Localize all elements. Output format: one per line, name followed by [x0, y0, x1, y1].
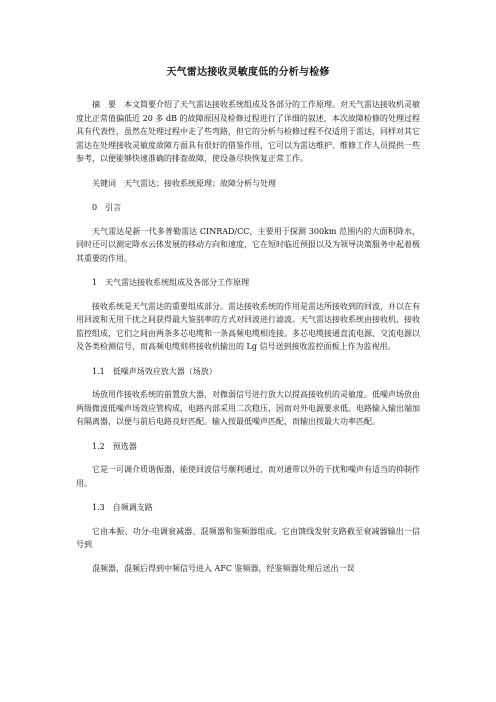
section-1-3-paragraph: 它由本振、功分-电调衰减器、混频器和鉴频器组成。它由馈线发射支路截至衰减器输出一信号到 [76, 526, 420, 549]
section-1-2-paragraph: 它是一可调介质谐振器，能使回波信号顺利通过，而对通带以外的干扰和噪声有适当的抑制作用。 [76, 465, 420, 488]
section-1-heading: 1 天气雷达接收系统组成及各部分工作原理 [92, 278, 250, 287]
section-1-3-continuation: 混频器，混频后得到中频信号进入 AFC 鉴频器，经鉴频器处理后送出一误 [92, 563, 355, 573]
section-0-heading: 0 引言 [92, 203, 122, 212]
abstract-paragraph: 摘 要 本文简要介绍了天气雷达接收系统组成及各部分的工作原理。对天气雷达接收机灵敏度比正常值偏低近 20 多 dB 的故障原因及检修过程进行了详细的叙述，本次故障检修的处理过程具有代表性，虽然在处理过程中走了些弯路，但它的分析与检修过程不仅适用于雷达，同样对其它雷达在处理接收灵敏度故障方面具有很好的借鉴作用，它可以为雷达维护、维修工作人员提供一些参考，以便能够快速准确的排查故障，使设备尽快恢复正常工作。 [76, 100, 420, 163]
section-1-3-heading: 1.3 自频调支路 [92, 503, 153, 512]
section-1-paragraph: 接收系统是天气雷达的重要组成部分。雷达接收系统的作用是雷达所接收到的回波，并以在有用回波和无用干扰之间获得最大鉴别率的方式对回波进行滤波。天气雷达接收系统由接收机、接收监控组成，它们之间由两条多芯电缆和一条高频电缆相连接。多芯电缆接通直流电源、交流电源以及各类检测信号，而高频电缆则将接收机输出的 Lg 信号送到接收监控面板上作为监视用。 [76, 301, 420, 351]
document-title: 天气雷达接收灵敏度低的分析与检修 [166, 67, 330, 78]
section-1-1-paragraph: 场放用作接收系统的前置放大器，对微弱信号进行放大以提高接收机的灵敏度。低噪声场放由两级微波低噪声场效应管构成，电路内部采用二次稳压，因而对外电源要求低。电路输入输出端加有隔离器，以便与前后电路良好匹配。输入按最低噪声匹配，而输出按最大功率匹配。 [76, 390, 420, 426]
keywords-line: 关键词 天气雷达；接收系统原理；故障分析与处理 [92, 178, 276, 188]
section-1-1-heading: 1.1 低噪声场效应放大器（场放） [92, 366, 217, 376]
section-0-paragraph: 天气雷达是新一代多普勒雷达 CINRAD/CC，主要用于探测 300km 范围内的大面积降水，同时还可以测定降水云体发展的移动方向和速度，它在短时临近预报以及为领导决策服务中起着极其重要的作用。 [76, 226, 420, 263]
section-1-2-heading: 1.2 预选器 [92, 441, 137, 451]
document-body [76, 98, 420, 575]
